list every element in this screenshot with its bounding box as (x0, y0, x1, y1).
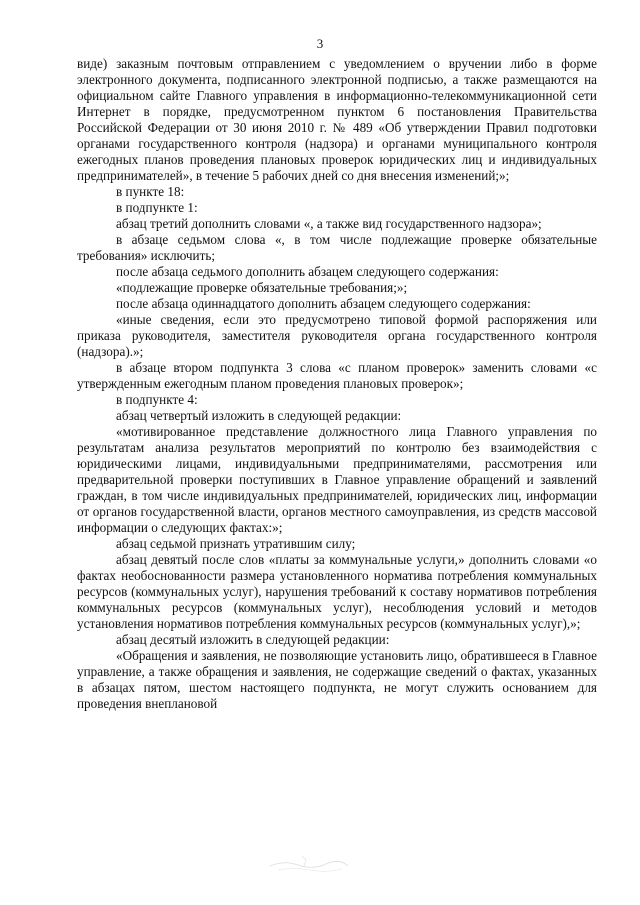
document-body (77, 56, 597, 712)
paragraph: в подпункте 4: (116, 392, 198, 407)
paragraph: после абзаца одиннадцатого дополнить абзацем следующего содержания: (116, 296, 531, 311)
paragraph: «иные сведения, если это предусмотрено типовой формой распоряжения или приказа руководителя, заместителя руководителя органа государственного контроля (надзора).»; (77, 312, 597, 359)
paragraph: «подлежащие проверке обязательные требования;»; (116, 280, 408, 295)
paragraph: виде) заказным почтовым отправлением с уведомлением о вручении либо в форме электронного документа, подписанного электронной подписью, а также размещаются на официальном сайте Главного управления в информационно-телекоммуникационной сети Интернет в порядке, предусмотренном пунктом 6 постановления Правительства Российской Федерации от 30 июня 2010 г. № 489 «Об утверждении Правил подготовки органами государственного контроля (надзора) и органами муниципального контроля ежегодных планов проведения плановых проверок юридических лиц и индивидуальных предпринимателей», в течение 5 рабочих дней со дня внесения изменений;»; (77, 56, 597, 183)
paragraph: после абзаца седьмого дополнить абзацем следующего содержания: (116, 264, 499, 279)
paragraph: «мотивированное представление должностного лица Главного управления по результатам анализа результатов мероприятий по контролю без взаимодействия с юридическими лицами, индивидуальными предпринимателями, рассмотрения или предварительной проверки поступивших в Главное управление обращений и заявлений граждан, в том числе индивидуальных предпринимателей, юридических лиц, информации от органов государственной власти, органов местного самоуправления, из средств массовой информации о следующих фактах:»; (77, 424, 597, 535)
paragraph: абзац седьмой признать утратившим силу; (116, 536, 356, 551)
paragraph: «Обращения и заявления, не позволяющие установить лицо, обратившееся в Главное управление, а также обращения и заявления, не содержащие сведений о фактах, указанных в абзацах пятом, шестом настоящего подпункта, не могут служить основанием для проведения внеплановой (77, 648, 597, 711)
paragraph: в пункте 18: (116, 184, 185, 199)
faint-stamp-mark (264, 850, 354, 874)
page-number: 3 (316, 36, 324, 51)
paragraph: в абзаце седьмом слова «, в том числе подлежащие проверке обязательные требования» исключить; (77, 232, 597, 263)
paragraph: абзац третий дополнить словами «, а также вид государственного надзора»; (116, 216, 542, 231)
paragraph: абзац девятый после слов «платы за коммунальные услуги,» дополнить словами «о фактах необоснованности размера установленного норматива потребления коммунальных ресурсов (коммунальных услуг), нарушения требований к составу нормативов потребления коммунальных ресурсов (коммунальных услуг), несоблюдения условий и методов установления нормативов потребления коммунальных ресурсов (коммунальных услуг),»; (77, 552, 597, 631)
paragraph: в подпункте 1: (116, 200, 198, 215)
paragraph: абзац десятый изложить в следующей редакции: (116, 632, 390, 647)
paragraph: абзац четвертый изложить в следующей редакции: (116, 408, 402, 423)
paragraph: в абзаце втором подпункта 3 слова «с планом проверок» заменить словами «с утвержденным ежегодным планом проведения плановых проверок»; (77, 360, 597, 391)
